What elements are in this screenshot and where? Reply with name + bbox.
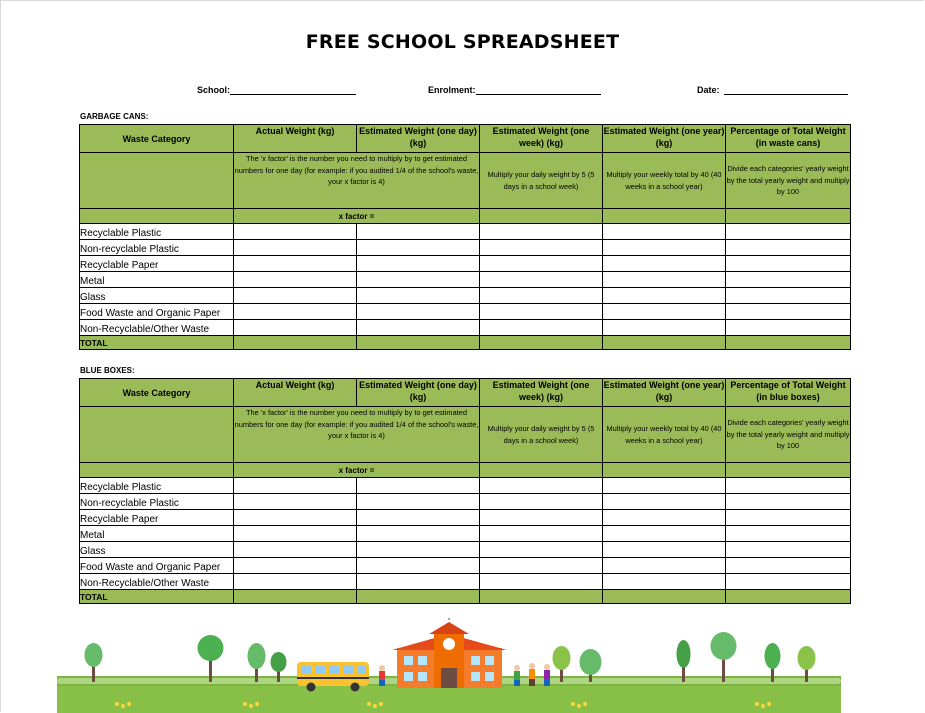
weight-input-cell[interactable] [357, 288, 480, 304]
weight-input-cell[interactable] [726, 224, 851, 240]
weight-input-cell[interactable] [357, 304, 480, 320]
blank-green-cell [80, 463, 234, 478]
child-figure-icon [544, 664, 550, 686]
header-est-week: Estimated Weight (one week) (kg) [480, 125, 603, 153]
weight-input-cell[interactable] [480, 494, 603, 510]
total-cell[interactable] [234, 590, 357, 604]
weight-input-cell[interactable] [234, 224, 357, 240]
weight-input-cell[interactable] [234, 494, 357, 510]
weight-input-cell[interactable] [234, 304, 357, 320]
date-field [697, 84, 848, 95]
weight-input-cell[interactable] [357, 510, 480, 526]
weight-input-cell[interactable] [603, 542, 726, 558]
x-factor-label: x factor = [234, 209, 480, 224]
x-factor-note: The 'x factor' is the number you need to multiply by to get estimated numbers for one day (for example: if you audited 1/4 of the school's waste, your x factor is 4) [234, 153, 480, 209]
weight-input-cell[interactable] [480, 542, 603, 558]
weight-input-cell[interactable] [357, 558, 480, 574]
weight-input-cell[interactable] [603, 224, 726, 240]
enrolment-field [428, 84, 601, 95]
weight-input-cell[interactable] [357, 272, 480, 288]
weight-input-cell[interactable] [234, 558, 357, 574]
table-row [80, 240, 851, 256]
table-row [80, 256, 851, 272]
weight-input-cell[interactable] [603, 510, 726, 526]
weight-input-cell[interactable] [480, 272, 603, 288]
total-cell[interactable] [357, 590, 480, 604]
weight-input-cell[interactable] [480, 320, 603, 336]
blank-green-cell [80, 407, 234, 463]
header-percent-total: Percentage of Total Weight (in blue boxes) [726, 379, 851, 407]
weight-input-cell[interactable] [234, 256, 357, 272]
header-est-year: Estimated Weight (one year) (kg) [603, 379, 726, 407]
percent-note: Divide each categories' yearly weight by the total yearly weight and multiply by 100 [726, 153, 851, 209]
category-label: Food Waste and Organic Paper [80, 304, 234, 320]
weight-input-cell[interactable] [603, 558, 726, 574]
total-cell[interactable] [726, 336, 851, 350]
weight-input-cell[interactable] [603, 272, 726, 288]
weight-input-cell[interactable] [480, 256, 603, 272]
header-waste-category: Waste Category [80, 379, 234, 407]
week-note: Multiply your daily weight by 5 (5 days in a school week) [480, 153, 603, 209]
weight-input-cell[interactable] [234, 542, 357, 558]
category-label: Metal [80, 272, 234, 288]
garbage-cans-label: GARBAGE CANS: [80, 112, 149, 121]
category-label: Non-Recyclable/Other Waste [80, 320, 234, 336]
weight-input-cell[interactable] [480, 558, 603, 574]
category-label: Glass [80, 288, 234, 304]
weight-input-cell[interactable] [603, 320, 726, 336]
x-factor-note: The 'x factor' is the number you need to multiply by to get estimated numbers for one day (for example: if you audited 1/4 of the school's waste, your x factor is 4) [234, 407, 480, 463]
blue-boxes-table [79, 378, 851, 604]
header-est-year: Estimated Weight (one year) (kg) [603, 125, 726, 153]
total-label: TOTAL [80, 336, 234, 350]
header-est-week: Estimated Weight (one week) (kg) [480, 379, 603, 407]
weight-input-cell[interactable] [357, 256, 480, 272]
child-figure-icon [379, 665, 385, 686]
weight-input-cell[interactable] [603, 574, 726, 590]
table-row [80, 574, 851, 590]
blue-boxes-rows [80, 478, 851, 590]
header-actual-weight: Actual Weight (kg) [234, 125, 357, 153]
header-actual-weight: Actual Weight (kg) [234, 379, 357, 407]
category-label: Non-recyclable Plastic [80, 240, 234, 256]
total-cell[interactable] [480, 336, 603, 350]
category-label: Recyclable Plastic [80, 478, 234, 494]
garbage-cans-table [79, 124, 851, 350]
weight-input-cell[interactable] [726, 542, 851, 558]
total-cell[interactable] [603, 336, 726, 350]
category-label: Food Waste and Organic Paper [80, 558, 234, 574]
blank-green-cell [726, 209, 851, 224]
weight-input-cell[interactable] [234, 320, 357, 336]
weight-input-cell[interactable] [357, 494, 480, 510]
weight-input-cell[interactable] [357, 574, 480, 590]
header-est-day: Estimated Weight (one day) (kg) [357, 125, 480, 153]
category-label: Recyclable Plastic [80, 224, 234, 240]
blank-green-cell [480, 209, 603, 224]
school-building-icon [392, 618, 507, 688]
header-waste-category: Waste Category [80, 125, 234, 153]
weight-input-cell[interactable] [480, 288, 603, 304]
weight-input-cell[interactable] [357, 224, 480, 240]
weight-input-cell[interactable] [357, 526, 480, 542]
weight-input-cell[interactable] [726, 256, 851, 272]
school-banner-illustration [57, 618, 841, 713]
year-note: Multiply your weekly total by 40 (40 weeks in a school year) [603, 153, 726, 209]
weight-input-cell[interactable] [603, 526, 726, 542]
weight-input-cell[interactable] [357, 240, 480, 256]
weight-input-cell[interactable] [480, 224, 603, 240]
weight-input-cell[interactable] [234, 288, 357, 304]
table-row [80, 542, 851, 558]
tree-icon [198, 635, 224, 682]
enrolment-input-line[interactable] [476, 84, 601, 95]
weight-input-cell[interactable] [480, 478, 603, 494]
weight-input-cell[interactable] [726, 272, 851, 288]
table-row [80, 478, 851, 494]
total-cell[interactable] [726, 590, 851, 604]
weight-input-cell[interactable] [726, 510, 851, 526]
total-cell[interactable] [603, 590, 726, 604]
child-figure-icon [514, 665, 520, 686]
enrolment-label: Enrolment: [428, 85, 476, 95]
table-row [80, 558, 851, 574]
weight-input-cell[interactable] [726, 526, 851, 542]
table-row [80, 288, 851, 304]
weight-input-cell[interactable] [603, 240, 726, 256]
school-label: School: [197, 85, 230, 95]
blank-green-cell [80, 209, 234, 224]
category-label: Recyclable Paper [80, 256, 234, 272]
total-cell[interactable] [234, 336, 357, 350]
date-input-line[interactable] [724, 84, 848, 95]
tree-icon [677, 640, 691, 682]
blue-boxes-label: BLUE BOXES: [80, 366, 135, 375]
weight-input-cell[interactable] [603, 256, 726, 272]
blank-green-cell [480, 463, 603, 478]
grass-band [57, 686, 841, 713]
weight-input-cell[interactable] [357, 478, 480, 494]
weight-input-cell[interactable] [726, 574, 851, 590]
total-cell[interactable] [480, 590, 603, 604]
weight-input-cell[interactable] [603, 288, 726, 304]
page-title: FREE SCHOOL SPREADSHEET [305, 31, 620, 53]
header-est-day: Estimated Weight (one day) (kg) [357, 379, 480, 407]
weight-input-cell[interactable] [726, 558, 851, 574]
table-row [80, 272, 851, 288]
weight-input-cell[interactable] [603, 494, 726, 510]
blank-green-cell [603, 463, 726, 478]
weight-input-cell[interactable] [234, 526, 357, 542]
category-label: Non-Recyclable/Other Waste [80, 574, 234, 590]
weight-input-cell[interactable] [480, 510, 603, 526]
school-input-line[interactable] [230, 84, 356, 95]
total-cell[interactable] [357, 336, 480, 350]
weight-input-cell[interactable] [726, 494, 851, 510]
category-label: Non-recyclable Plastic [80, 494, 234, 510]
weight-input-cell[interactable] [603, 304, 726, 320]
table-row [80, 304, 851, 320]
weight-input-cell[interactable] [480, 574, 603, 590]
weight-input-cell[interactable] [726, 304, 851, 320]
table-row [80, 494, 851, 510]
blank-green-cell [726, 463, 851, 478]
category-label: Recyclable Paper [80, 510, 234, 526]
weight-input-cell[interactable] [726, 320, 851, 336]
weight-input-cell[interactable] [726, 240, 851, 256]
category-label: Glass [80, 542, 234, 558]
table-row [80, 320, 851, 336]
weight-input-cell[interactable] [480, 240, 603, 256]
weight-input-cell[interactable] [726, 478, 851, 494]
blank-green-cell [603, 209, 726, 224]
weight-input-cell[interactable] [234, 240, 357, 256]
x-factor-label: x factor = [234, 463, 480, 478]
weight-input-cell[interactable] [603, 478, 726, 494]
garbage-cans-rows [80, 224, 851, 336]
table-row [80, 526, 851, 542]
date-label: Date: [697, 85, 720, 95]
weight-input-cell[interactable] [234, 574, 357, 590]
weight-input-cell[interactable] [480, 526, 603, 542]
category-label: Metal [80, 526, 234, 542]
week-note: Multiply your daily weight by 5 (5 days in a school week) [480, 407, 603, 463]
year-note: Multiply your weekly total by 40 (40 weeks in a school year) [603, 407, 726, 463]
weight-input-cell[interactable] [234, 478, 357, 494]
percent-note: Divide each categories' yearly weight by the total yearly weight and multiply by 100 [726, 407, 851, 463]
weight-input-cell[interactable] [357, 542, 480, 558]
weight-input-cell[interactable] [234, 510, 357, 526]
weight-input-cell[interactable] [726, 288, 851, 304]
school-field [197, 84, 356, 95]
table-row [80, 510, 851, 526]
tree-icon [711, 632, 737, 682]
weight-input-cell[interactable] [357, 320, 480, 336]
header-percent-total: Percentage of Total Weight (in waste cans) [726, 125, 851, 153]
weight-input-cell[interactable] [480, 304, 603, 320]
blank-green-cell [80, 153, 234, 209]
weight-input-cell[interactable] [234, 272, 357, 288]
total-label: TOTAL [80, 590, 234, 604]
child-figure-icon [529, 663, 535, 686]
table-row [80, 224, 851, 240]
